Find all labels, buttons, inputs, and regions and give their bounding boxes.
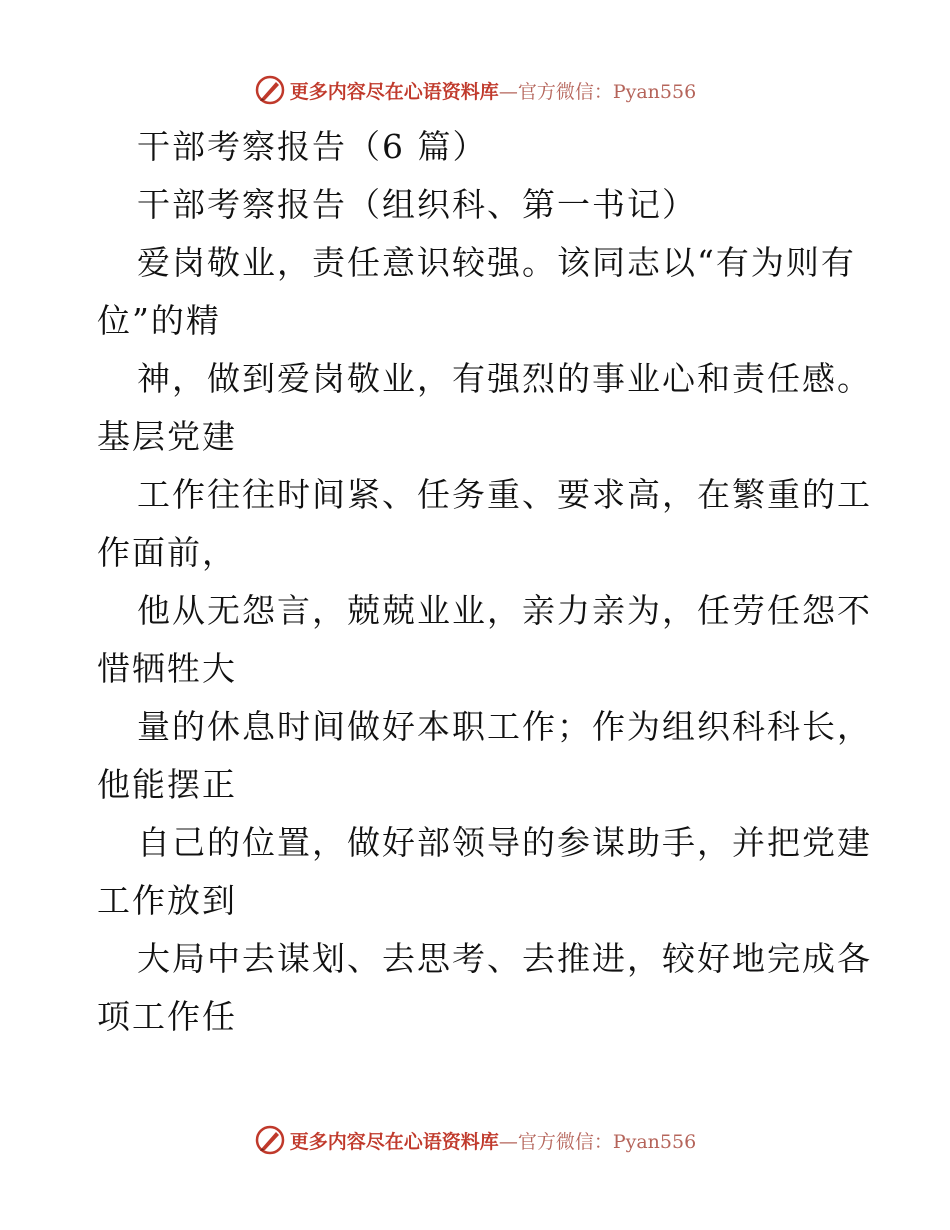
banner-brand: 更多内容尽在心语资料库 — [289, 80, 499, 103]
banner-wechat-id: Pyan556 — [612, 1130, 697, 1153]
banner-dash: — — [498, 80, 518, 103]
banner-brand: 更多内容尽在心语资料库 — [289, 1130, 499, 1153]
header-banner[interactable] — [0, 70, 950, 110]
paragraph-line: 工作放到 — [97, 881, 237, 920]
banner-wechat-id: Pyan556 — [612, 80, 697, 103]
banner-wechat-label: 官方微信： — [517, 80, 613, 103]
pen-logo-icon — [254, 1124, 286, 1156]
paragraph-line: 作面前， — [97, 533, 237, 572]
paragraph-line: 位”的精 — [97, 301, 221, 340]
paragraph-line: 他能摆正 — [97, 765, 237, 804]
paragraph-line: 自己的位置，做好部领导的参谋助手，并把党建 — [137, 823, 872, 862]
footer-banner[interactable] — [0, 1120, 950, 1160]
paragraph-line: 大局中去谋划、去思考、去推进，较好地完成各 — [137, 939, 872, 978]
paragraph-line: 爱岗敬业，责任意识较强。该同志以“有为则有 — [137, 243, 856, 282]
banner-dash: — — [498, 1130, 518, 1153]
paragraph-line: 量的休息时间做好本职工作；作为组织科科长， — [137, 707, 872, 746]
document-subtitle: 干部考察报告（组织科、第一书记） — [137, 185, 697, 224]
document-body — [97, 118, 872, 1046]
document-title: 干部考察报告（6 篇） — [137, 127, 488, 166]
paragraph-line: 惜牺牲大 — [97, 649, 237, 688]
paragraph-line: 工作往往时间紧、任务重、要求高，在繁重的工 — [137, 475, 872, 514]
pen-logo-icon — [254, 74, 286, 106]
banner-text — [290, 77, 696, 104]
paragraph-line: 基层党建 — [97, 417, 237, 456]
paragraph-line: 他从无怨言，兢兢业业，亲力亲为，任劳任怨不 — [137, 591, 872, 630]
paragraph-line: 项工作任 — [97, 997, 237, 1036]
paragraph-line: 神，做到爱岗敬业，有强烈的事业心和责任感。 — [137, 359, 872, 398]
banner-wechat-label: 官方微信： — [517, 1130, 613, 1153]
banner-text — [290, 1127, 696, 1154]
